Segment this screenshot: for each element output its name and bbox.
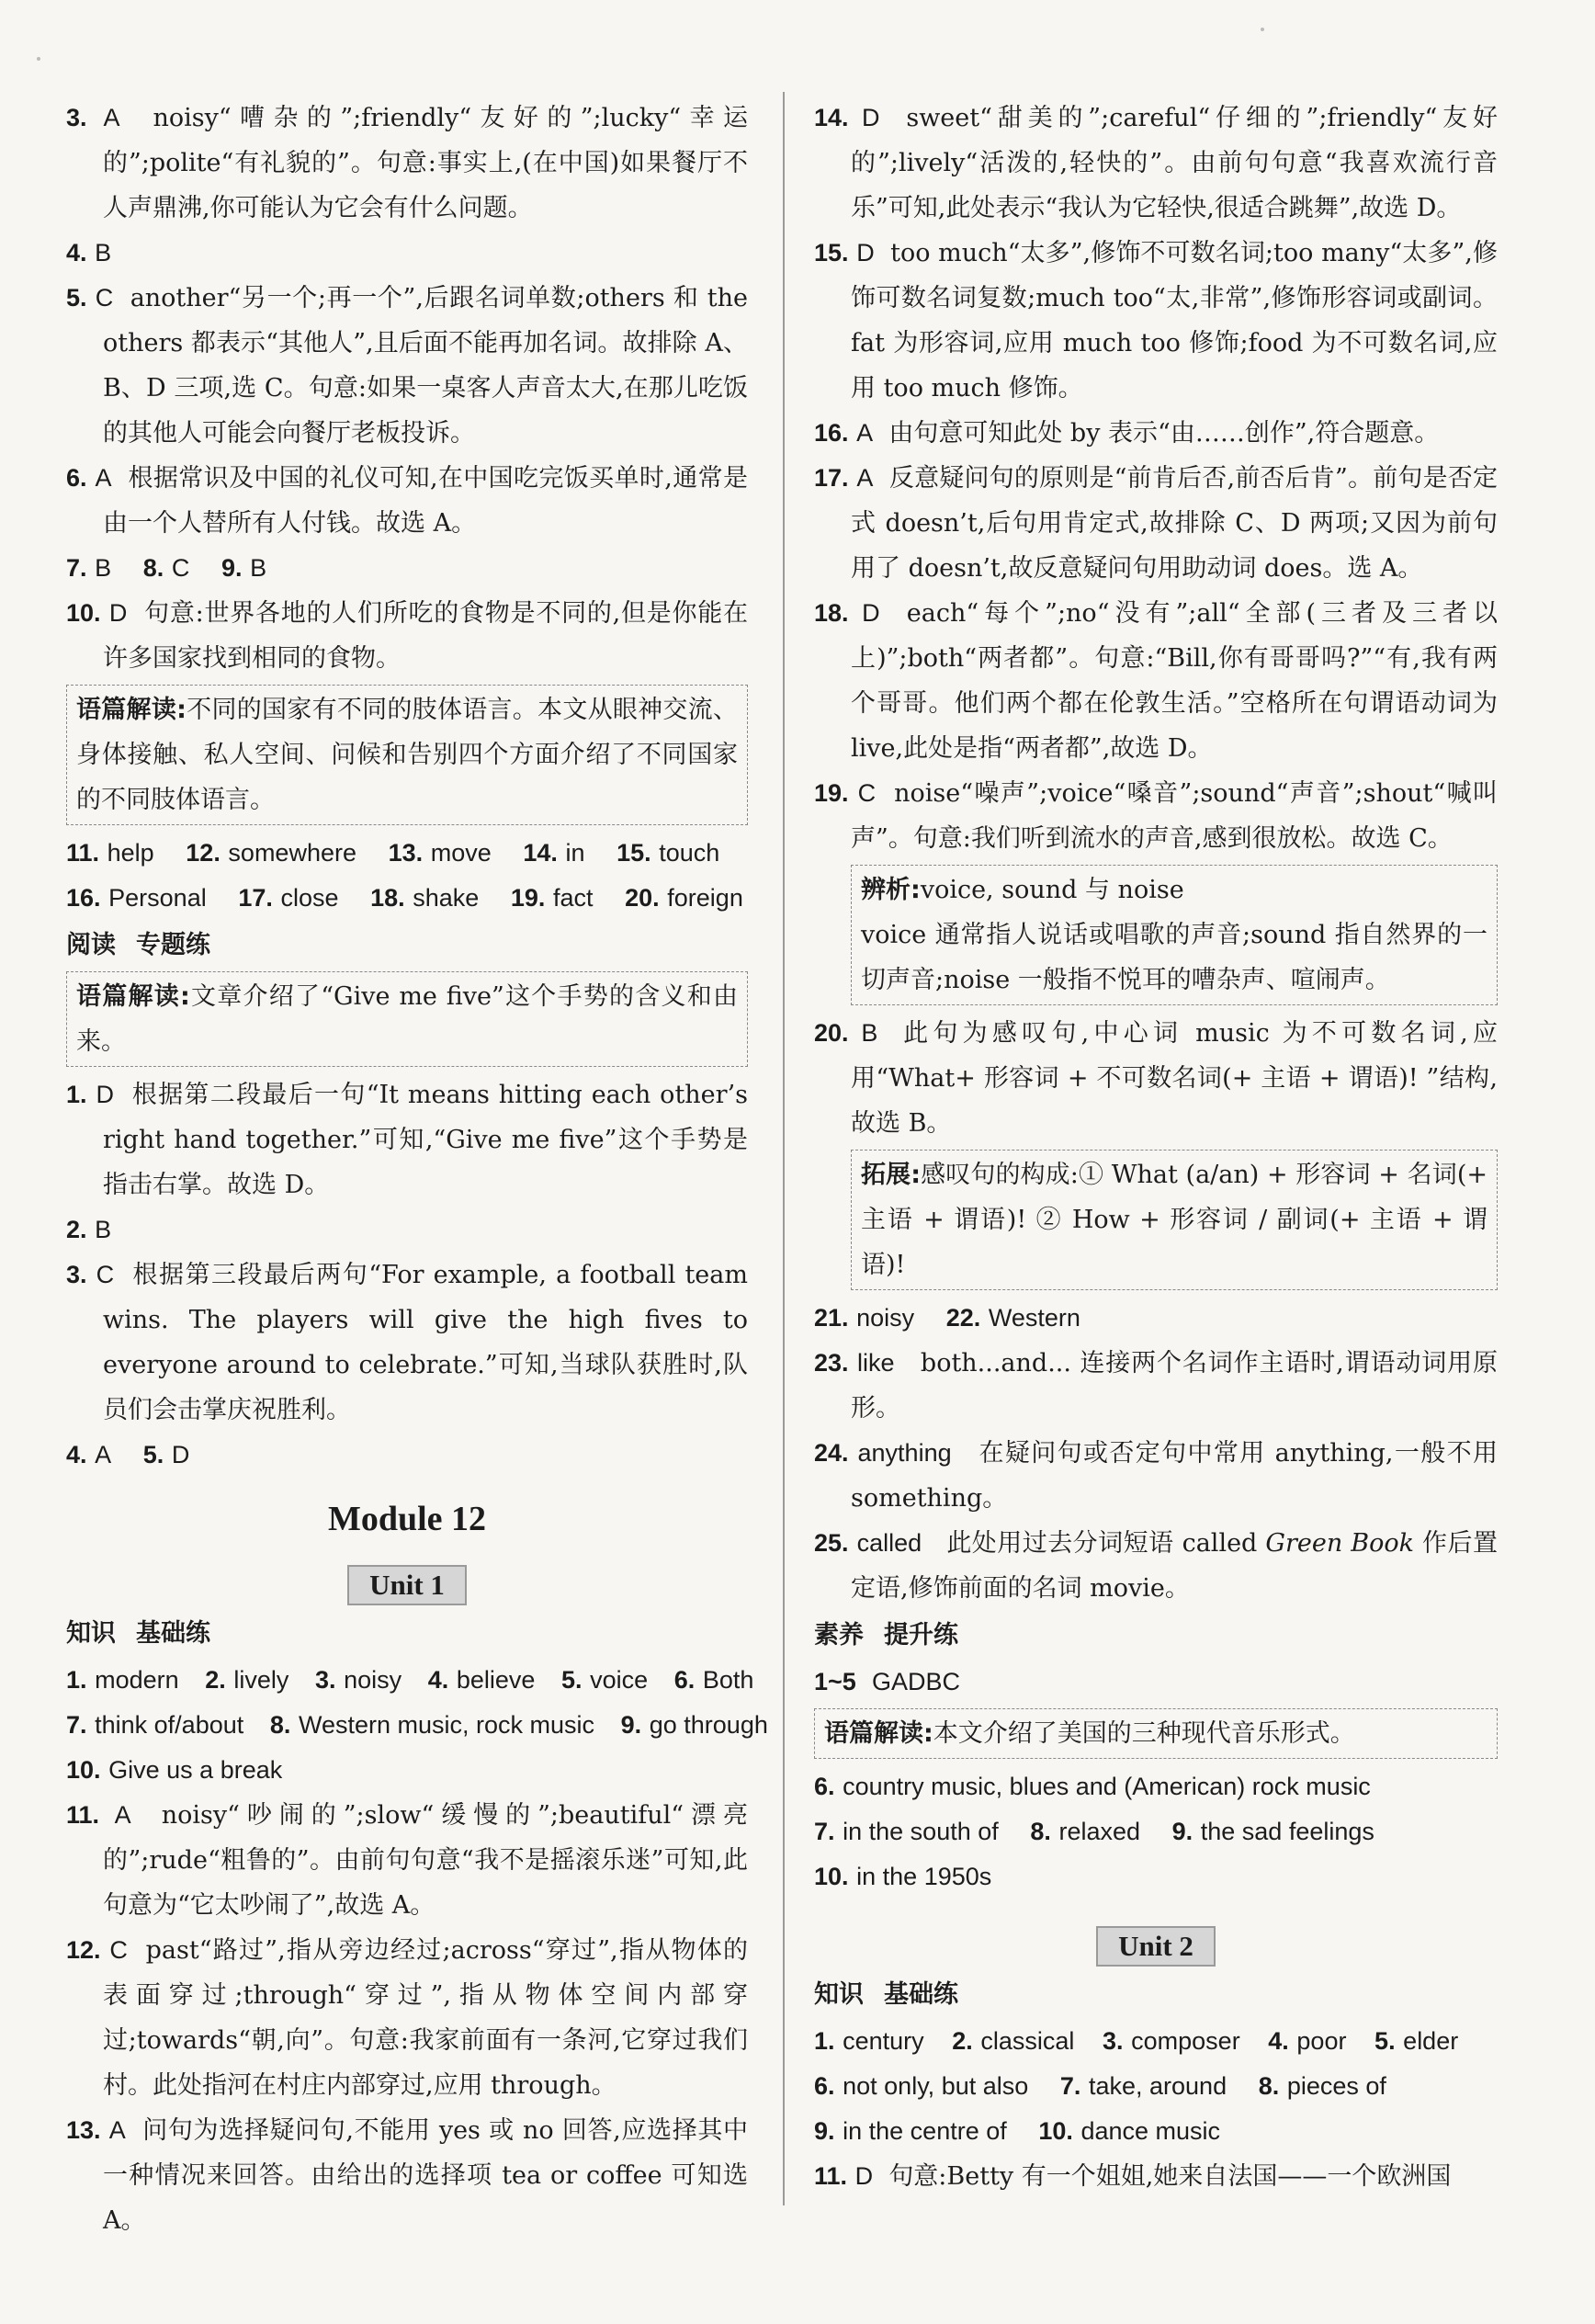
question-number: 2. (205, 1666, 226, 1694)
answer-letter: A (856, 419, 874, 447)
answer-row (814, 1660, 1498, 1705)
answer-word: close (280, 884, 339, 912)
answer-item (814, 231, 1498, 411)
question-number: 2. (952, 2027, 973, 2055)
answer-letters: GADBC (871, 1668, 961, 1695)
answer-word: elder (1403, 2027, 1459, 2055)
explanation: 问句为选择疑问句,不能用 yes 或 no 回答,应选择其中一种情况来回答。由给出的选择项 tea or coffee 可知选 A。 (103, 2116, 748, 2235)
question-number: 20. (625, 884, 660, 912)
answer-word: move (430, 839, 492, 867)
question-number: 8. (269, 1711, 291, 1739)
question-number: 5. (1374, 2027, 1396, 2055)
question-number: 8. (142, 554, 164, 582)
answer-item (814, 411, 1498, 456)
note-tag: 拓展: (861, 1161, 922, 1189)
question-number: 5. (142, 1441, 164, 1468)
passage-note-box (814, 1708, 1498, 1759)
answer-word: shake (413, 884, 480, 912)
question-number: 1. (814, 2027, 835, 2055)
explanation: 此处用过去分词短语 called (946, 1529, 1266, 1558)
question-number: 9. (1171, 1818, 1193, 1845)
answer-word: classical (980, 2027, 1075, 2055)
question-number: 8. (1030, 1818, 1051, 1845)
answer-word: in the south of (843, 1818, 999, 1845)
explanation: both...and... 连接两个名词作主语时,谓语动词用原形。 (851, 1349, 1498, 1423)
answer-row (66, 1433, 748, 1478)
explanation: 作后置定语,修饰前面的名词 movie。 (851, 1529, 1498, 1603)
explanation: 根据第三段最后两句“For example, a football team wins. The players will give the high fives to everyone around to celebrate.”可知,当球队获胜时,队员们会击掌庆祝胜利。 (103, 1261, 748, 1424)
answer-word: think of/about (95, 1711, 244, 1739)
question-number: 1~5 (814, 1668, 856, 1695)
answer-word: Western (988, 1304, 1080, 1332)
question-number: 19. (510, 884, 546, 912)
answer-item (814, 771, 1498, 861)
explanation: 根据第二段最后一句“It means hitting each other’s right hand together.”可知,“Give me five”这个手势是指击右掌。故选 D。 (103, 1081, 749, 1199)
scan-speck (37, 57, 40, 61)
explanation: 根据常识及中国的礼仪可知,在中国吃完饭买单时,通常是由一个人替所有人付钱。故选 A。 (103, 464, 748, 538)
question-number: 7. (66, 1711, 87, 1739)
answer-item (66, 1928, 748, 2108)
question-number: 5. (561, 1666, 583, 1694)
question-number: 16. (814, 419, 849, 447)
movie-title: Green Book (1265, 1529, 1414, 1558)
explanation: another“另一个;再一个”,后跟名词单数;others 和 the others 都表示“其他人”,且后面不能再加名词。故排除 A、B、D 三项,选 C。句意:如果一桌客人声音太大,在那儿吃饭的其他人可能会向餐厅老板投诉。 (103, 284, 748, 448)
question-number: 6. (814, 1773, 835, 1800)
question-number: 1. (66, 1666, 87, 1694)
answer-letter: C (857, 779, 877, 807)
scan-speck (1261, 28, 1264, 31)
answer-item (66, 1072, 748, 1207)
answer-row (66, 1703, 768, 1748)
answer-word: lively (233, 1666, 289, 1694)
answer-word: in the 1950s (856, 1863, 992, 1890)
answer-word: somewhere (228, 839, 356, 867)
answer-letter: A (114, 1801, 131, 1829)
answer-item (814, 456, 1498, 591)
answer-letter: A (856, 464, 874, 492)
question-number: 7. (66, 554, 87, 582)
question-number: 14. (523, 839, 558, 867)
note-tag: 语篇解读: (76, 982, 190, 1011)
answer-letter: B (95, 554, 112, 582)
answer-letter: A (103, 104, 120, 131)
answer-letter: D (854, 2162, 874, 2190)
note-tag: 语篇解读: (824, 1719, 933, 1748)
note-text: voice 通常指人说话或唱歌的声音;sound 指自然界的一切声音;noise 一般指不悦耳的嘈杂声、喧闹声。 (861, 921, 1488, 994)
unit-heading (66, 1564, 748, 1609)
answer-word: believe (456, 1666, 536, 1694)
answer-row (66, 876, 748, 921)
question-number: 18. (814, 599, 849, 627)
explanation: 句意:世界各地的人们所吃的食物是不同的,但是你能在许多国家找到相同的食物。 (103, 599, 748, 673)
question-number: 5. (66, 284, 87, 312)
note-text: 文章介绍了“Give me five”这个手势的含义和由来。 (76, 982, 738, 1056)
question-number: 4. (66, 239, 87, 266)
question-number: 10. (814, 1863, 849, 1890)
answer-word: Personal (108, 884, 207, 912)
answer-letter: C (171, 554, 190, 582)
question-number: 6. (814, 2072, 835, 2100)
question-number: 19. (814, 779, 849, 807)
answer-word: composer (1131, 2027, 1240, 2055)
answer-word: dance music (1080, 2117, 1221, 2145)
answer-item (66, 591, 748, 681)
explanation: noisy“吵闹的”;slow“缓慢的”;beautiful“漂亮的”;rude“粗鲁的”。由前句句意“我不是摇滚乐迷”可知,此句意为“它太吵闹了”,故选 A。 (103, 1801, 748, 1920)
answer-word: relaxed (1058, 1818, 1141, 1845)
right-column (814, 96, 1498, 2199)
answer-item (66, 231, 748, 276)
explanation: noisy“嘈杂的”;friendly“友好的”;lucky“幸运的”;polite“有礼貌的”。句意:事实上,(在中国)如果餐厅不人声鼎沸,你可能认为它会有什么问题。 (103, 104, 749, 222)
answer-row (814, 2019, 1498, 2064)
column-divider (783, 92, 785, 2205)
answer-word: Western music, rock music (298, 1711, 595, 1739)
unit-heading (814, 1925, 1498, 1970)
distinction-note-box (851, 865, 1498, 1005)
answer-row (66, 1748, 748, 1793)
question-number: 7. (1059, 2072, 1081, 2100)
answer-word: like (857, 1349, 895, 1377)
answer-row (814, 2109, 1498, 2154)
answer-word: touch (659, 839, 720, 867)
answer-word: noisy (856, 1304, 915, 1332)
answer-word: in (565, 839, 585, 867)
question-number: 2. (66, 1216, 87, 1243)
answer-letter: C (95, 284, 114, 312)
answer-word: called (856, 1529, 922, 1557)
answer-letter: D (856, 239, 875, 266)
question-number: 23. (814, 1349, 849, 1377)
answer-word: not only, but also (843, 2072, 1029, 2100)
question-number: 11. (814, 2162, 848, 2190)
answer-row (66, 1658, 754, 1703)
question-number: 14. (814, 104, 849, 131)
answer-word: the sad feelings (1200, 1818, 1374, 1845)
question-number: 16. (66, 884, 101, 912)
question-number: 6. (66, 464, 87, 492)
answer-item (66, 1253, 748, 1433)
question-number: 9. (620, 1711, 642, 1739)
passage-note-box (66, 685, 748, 825)
answer-item (814, 1341, 1498, 1431)
explanation: too much“太多”,修饰不可数名词;too many“太多”,修饰可数名词复数;much too“太,非常”,修饰形容词或副词。fat 为形容词,应用 much too 修饰;food 为不可数名词,应用 too much 修饰。 (851, 239, 1498, 402)
answer-word: foreign (667, 884, 743, 912)
answer-letter: A (108, 2116, 126, 2144)
answer-row (814, 1764, 1498, 1809)
question-number: 10. (66, 1756, 101, 1784)
answer-row (66, 546, 748, 591)
passage-note-box (66, 971, 748, 1067)
explanation: sweet“甜美的”;careful“仔细的”;friendly“友好的”;lively“活泼的,轻快的”。由前句句意“我喜欢流行音乐”可知,此处表示“我认为它轻快,很适合跳舞”,故选 D。 (851, 104, 1498, 222)
question-number: 21. (814, 1304, 849, 1332)
note-text: 本文介绍了美国的三种现代音乐形式。 (933, 1719, 1355, 1748)
answer-letter: A (95, 464, 112, 492)
answer-letter: D (171, 1441, 190, 1468)
answer-letter: D (861, 104, 880, 131)
answer-item (66, 276, 748, 456)
answer-item (814, 1011, 1498, 1146)
answer-word: voice (590, 1666, 649, 1694)
section-heading: 素养 提升练 (814, 1621, 958, 1649)
answer-letter: D (96, 1081, 114, 1108)
answer-word: take, around (1088, 2072, 1227, 2100)
question-number: 3. (1103, 2027, 1124, 2055)
answer-word: anything (857, 1439, 952, 1467)
question-number: 22. (945, 1304, 981, 1332)
answer-item (814, 96, 1498, 231)
question-number: 12. (186, 839, 221, 867)
explanation: noise“噪声”;voice“嗓音”;sound“声音”;shout“喊叫声”。句意:我们听到流水的声音,感到很放松。故选 C。 (851, 779, 1498, 853)
answer-word: Both (702, 1666, 754, 1694)
explanation: 由句意可知此处 by 表示“由……创作”,符合题意。 (888, 419, 1440, 448)
note-tag: 辨析: (861, 876, 921, 904)
explanation: 句意:Betty 有一个姐姐,她来自法国——一个欧洲国 (888, 2162, 1452, 2191)
question-number: 3. (66, 1261, 87, 1288)
answer-letter: B (250, 554, 267, 582)
question-number: 17. (238, 884, 273, 912)
question-number: 24. (814, 1439, 849, 1467)
unit-label: Unit 1 (347, 1565, 467, 1605)
question-number: 9. (221, 554, 243, 582)
question-number: 10. (1038, 2117, 1073, 2145)
question-number: 1. (66, 1081, 87, 1108)
question-number: 20. (814, 1019, 849, 1047)
answer-row (814, 2064, 1498, 2109)
question-number: 12. (66, 1936, 101, 1964)
question-number: 25. (814, 1529, 849, 1557)
explanation: 反意疑问句的原则是“前肯后否,前否后肯”。前句是否定式 doesn’t,后句用肯定式,故排除 C、D 两项;又因为前句用了 doesn’t,故反意疑问句用助动词 does。选 A。 (851, 464, 1498, 583)
answer-word: century (843, 2027, 924, 2055)
answer-word: country music, blues and (American) rock music (843, 1773, 1371, 1800)
answer-word: go through (649, 1711, 768, 1739)
answer-item (66, 2108, 748, 2243)
left-column (66, 96, 768, 2243)
answer-word: Give us a break (108, 1756, 283, 1784)
answer-row (66, 831, 748, 876)
answer-letter: A (95, 1441, 112, 1468)
question-number: 7. (814, 1818, 835, 1845)
answer-row (814, 1854, 1498, 1899)
question-number: 13. (66, 2116, 101, 2144)
note-text: 感叹句的构成:① What (a/an) + 形容词 + 名词(+ 主语 + 谓语)! ② How + 形容词 / 副词(+ 主语 + 谓语)! (861, 1161, 1488, 1279)
answer-item (814, 1431, 1498, 1521)
explanation: past“路过”,指从旁边经过;across“穿过”,指从物体的表面穿过;through“穿过”,指从物体空间内部穿过;towards“朝,向”。句意:我家前面有一条河,它穿过我们村。此处指河在村庄内部穿过,应用 through。 (103, 1936, 749, 2100)
question-number: 3. (66, 104, 87, 131)
module-title: Module 12 (327, 1500, 487, 1538)
answer-letter: D (862, 599, 880, 627)
question-number: 3. (315, 1666, 336, 1694)
question-number: 10. (66, 599, 101, 627)
answer-letter: D (108, 599, 128, 627)
answer-item (66, 96, 748, 231)
answer-letter: B (95, 239, 112, 266)
explanation: each“每个”;no“没有”;all“全部(三者及三者以上)”;both“两者都”。句意:“Bill,你有哥哥吗?”“有,我有两个哥哥。他们两个都在伦敦生活。”空格所在句谓语动词为 live,此处是指“两者都”,故选 D。 (851, 599, 1498, 763)
question-number: 17. (814, 464, 849, 492)
unit-label: Unit 2 (1096, 1926, 1216, 1967)
question-number: 4. (66, 1441, 87, 1468)
answer-letter: C (96, 1261, 115, 1288)
note-heading: voice, sound 与 noise (920, 876, 1184, 904)
question-number: 15. (617, 839, 651, 867)
question-number: 18. (370, 884, 405, 912)
section-heading: 知识 基础练 (66, 1619, 210, 1648)
answer-letter: C (109, 1936, 128, 1964)
answer-item (814, 1521, 1498, 1611)
answer-letter: B (861, 1019, 878, 1047)
answer-item (814, 2154, 1498, 2199)
question-number: 8. (1258, 2072, 1280, 2100)
question-number: 15. (814, 239, 849, 266)
answer-word: poor (1296, 2027, 1347, 2055)
note-tag: 语篇解读: (76, 696, 187, 724)
answer-item (66, 456, 748, 546)
question-number: 6. (673, 1666, 696, 1694)
answer-item (66, 1207, 748, 1253)
answer-word: modern (95, 1666, 179, 1694)
extension-note-box (851, 1150, 1498, 1290)
explanation: 此句为感叹句,中心词 music 为不可数名词,应用“What+ 形容词 + 不可数名词(+ 主语 + 谓语)! ”结构,故选 B。 (851, 1019, 1498, 1138)
answer-word: pieces of (1286, 2072, 1386, 2100)
answer-item (66, 1793, 748, 1928)
section-heading: 知识 基础练 (814, 1980, 958, 2009)
question-number: 9. (814, 2117, 835, 2145)
question-number: 4. (427, 1666, 449, 1694)
answer-item (814, 591, 1498, 771)
question-number: 4. (1268, 2027, 1289, 2055)
answer-word: noisy (344, 1666, 402, 1694)
question-number: 11. (66, 1801, 100, 1829)
question-number: 11. (66, 839, 100, 867)
answer-word: help (107, 839, 154, 867)
section-heading: 阅读 专题练 (66, 931, 210, 959)
answer-row (814, 1296, 1498, 1341)
answer-word: fact (553, 884, 594, 912)
answer-word: in the centre of (843, 2117, 1007, 2145)
explanation: 在疑问句或否定句中常用 anything,一般不用 something。 (851, 1439, 1499, 1513)
note-text: 不同的国家有不同的肢体语言。本文从眼神交流、身体接触、私人空间、问候和告别四个方面介绍了不同国家的不同肢体语言。 (76, 696, 738, 814)
answer-row (814, 1809, 1498, 1854)
answer-letter: B (95, 1216, 112, 1243)
question-number: 13. (388, 839, 424, 867)
